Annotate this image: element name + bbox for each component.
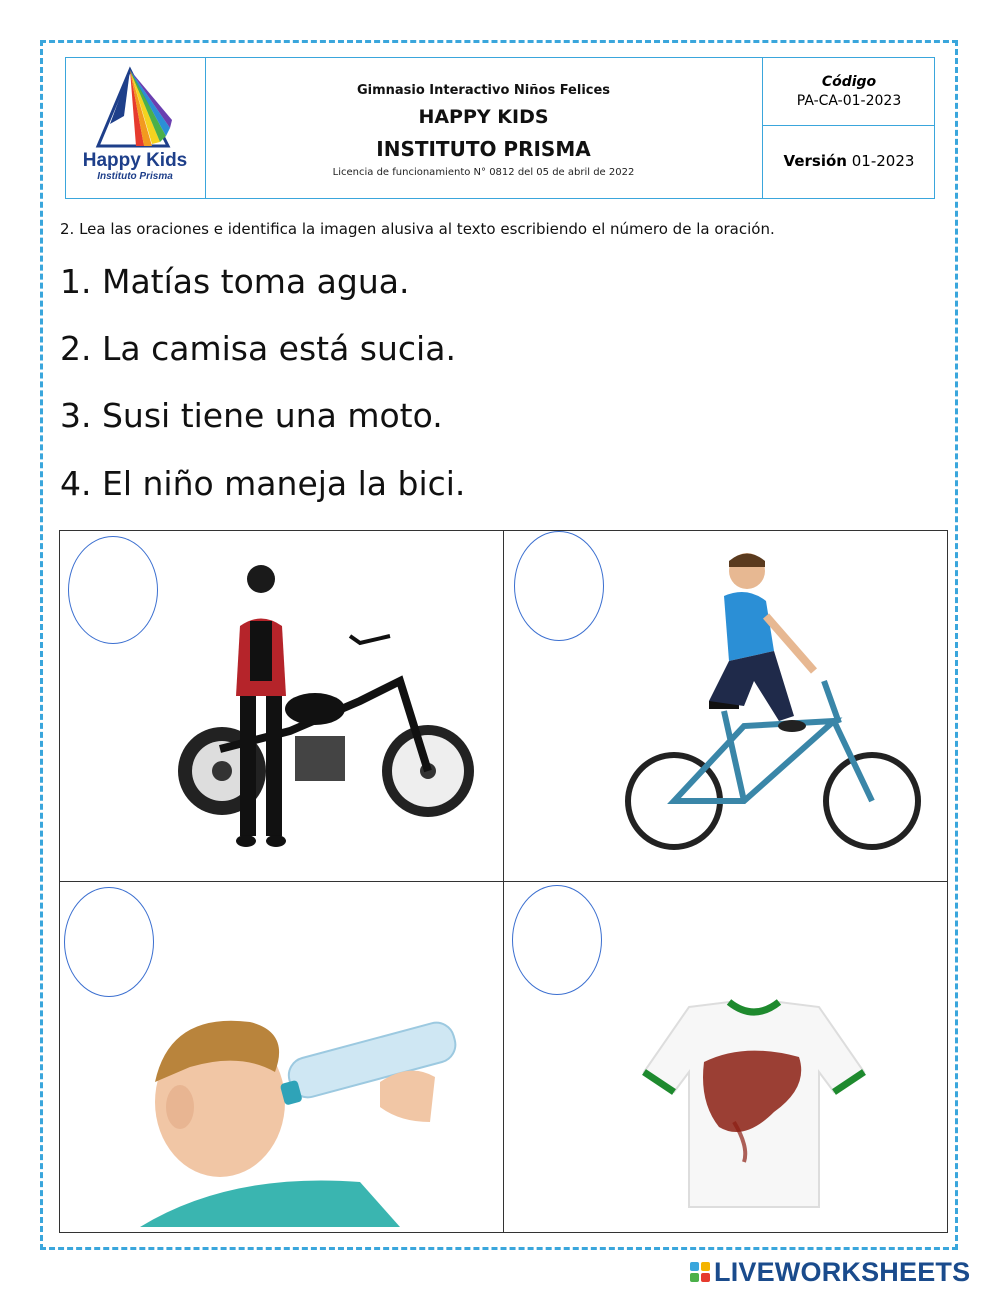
sentence-4: 4. El niño maneja la bici. xyxy=(60,464,466,503)
image-cell-bicycle xyxy=(504,531,947,881)
image-cell-motorcycle xyxy=(60,531,503,881)
liveworksheets-brand: LIVEWORKSHEETS xyxy=(714,1256,971,1287)
image-grid xyxy=(59,530,948,1233)
logo-title: Happy Kids xyxy=(82,150,188,171)
image-cell-water xyxy=(60,882,503,1232)
sentence-1: 1. Matías toma agua. xyxy=(60,262,410,301)
answer-oval-2[interactable] xyxy=(514,531,604,641)
document-header xyxy=(65,57,935,199)
prism-logo-icon xyxy=(66,58,205,198)
version-line xyxy=(763,152,935,170)
code-label: Código xyxy=(821,74,877,90)
school-title: HAPPY KIDS xyxy=(418,106,549,128)
answer-oval-4[interactable] xyxy=(512,885,602,995)
code-block xyxy=(762,58,935,198)
answer-oval-3[interactable] xyxy=(64,887,154,997)
code-value: PA-CA-01-2023 xyxy=(796,93,902,109)
version-value: 01-2023 xyxy=(851,152,915,170)
sentence-3: 3. Susi tiene una moto. xyxy=(60,396,443,435)
school-name: Gimnasio Interactivo Niños Felices xyxy=(356,83,611,98)
version-label: Versión xyxy=(783,152,847,170)
sentence-2: 2. La camisa está sucia. xyxy=(60,329,456,368)
title-block xyxy=(205,58,762,198)
image-cell-shirt xyxy=(504,882,947,1232)
liveworksheets-footer xyxy=(690,1256,970,1288)
license-text: Licencia de funcionamiento N° 0812 del 05 de abril de 2022 xyxy=(332,167,635,178)
liveworksheets-logo-icon xyxy=(690,1262,710,1282)
instruction-text: 2. Lea las oraciones e identifica la imagen alusiva al texto escribiendo el número de la oración. xyxy=(60,220,775,238)
answer-oval-1[interactable] xyxy=(68,536,158,644)
institute-title: INSTITUTO PRISMA xyxy=(376,137,591,161)
logo xyxy=(66,58,206,198)
logo-subtitle: Instituto Prisma xyxy=(97,171,173,182)
